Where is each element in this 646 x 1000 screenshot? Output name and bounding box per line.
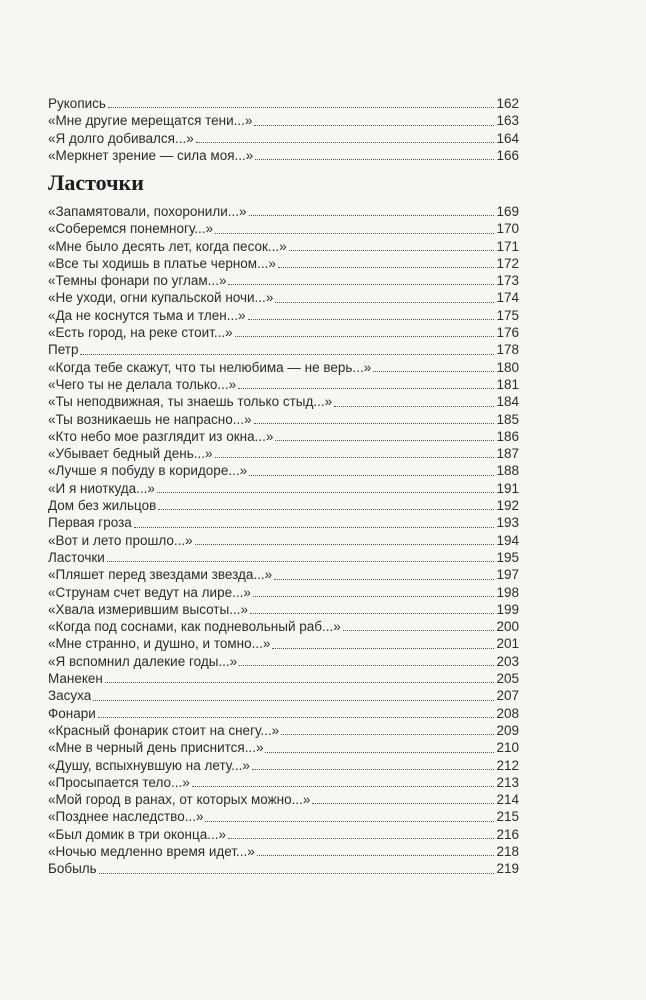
- toc-entry-page: 199: [496, 601, 519, 617]
- toc-entry-page: 198: [496, 584, 519, 600]
- dot-leader: [80, 353, 494, 355]
- toc-entry-page: 163: [496, 113, 519, 129]
- toc-entry-page: 186: [496, 428, 519, 444]
- toc-entry-page: 170: [496, 221, 519, 237]
- toc-entry: [48, 705, 519, 722]
- toc-entry-page: 200: [496, 619, 519, 635]
- toc-entry-page: 172: [496, 255, 519, 271]
- toc-entry-title: «Мне в черный день приснится...»: [48, 740, 264, 756]
- toc-block-second: [48, 203, 519, 878]
- toc-entry: [48, 635, 519, 652]
- toc-entry-page: 171: [496, 238, 519, 254]
- toc-entry-page: 193: [496, 515, 519, 531]
- toc-entry: [48, 566, 519, 583]
- toc-entry-title: «Все ты ходишь в платье черном...»: [48, 255, 276, 271]
- toc-entry: [48, 95, 519, 112]
- toc-entry: [48, 341, 519, 358]
- dot-leader: [93, 699, 494, 701]
- dot-leader: [250, 612, 495, 614]
- toc-entry-title: Засуха: [48, 688, 92, 704]
- toc-entry: [48, 462, 519, 479]
- toc-entry-title: Дом без жильцов: [48, 498, 157, 514]
- toc-entry-title: Ласточки: [48, 549, 105, 565]
- toc-entry-page: 166: [496, 147, 519, 163]
- toc-entry-title: «Запамятовали, похоронили...»: [48, 204, 247, 219]
- dot-leader: [254, 422, 495, 424]
- toc-entry-title: «Мне другие мерещатся тени...»: [48, 113, 253, 129]
- toc-entry: [48, 687, 519, 704]
- toc-entry-page: 180: [496, 359, 519, 375]
- toc-entry-page: 218: [496, 843, 519, 859]
- toc-entry-title: Петр: [48, 342, 79, 358]
- toc-entry: [48, 601, 519, 618]
- dot-leader: [373, 370, 494, 372]
- toc-entry-title: «Душу, вспыхнувшую на лету...»: [48, 757, 250, 773]
- dot-leader: [107, 560, 495, 562]
- toc-entry: [48, 739, 519, 756]
- toc-entry-title: «Мой город в ранах, от которых можно...»: [48, 792, 311, 808]
- dot-leader: [215, 456, 495, 458]
- toc-entry-title: «Ночью медленно время идет...»: [48, 843, 255, 859]
- toc-entry-title: «И я ниоткуда...»: [48, 480, 155, 496]
- dot-leader: [254, 124, 494, 126]
- toc-entry: [48, 147, 519, 164]
- dot-leader: [99, 872, 495, 874]
- toc-entry: [48, 376, 519, 393]
- toc-entry: [48, 130, 519, 147]
- toc-entry: [48, 584, 519, 601]
- toc-entry: [48, 808, 519, 825]
- dot-leader: [235, 335, 495, 337]
- toc-block-first: [48, 95, 519, 164]
- toc-entry-title: Рукопись: [48, 96, 106, 111]
- toc-entry-page: 188: [496, 463, 519, 479]
- toc-entry: [48, 670, 519, 687]
- toc-entry-title: «Пляшет перед звездами звезда...»: [48, 567, 273, 583]
- toc-entry-page: 184: [496, 394, 519, 410]
- toc-entry: [48, 324, 519, 341]
- toc-entry-page: 219: [496, 861, 519, 877]
- dot-leader: [253, 595, 495, 597]
- dot-leader: [289, 249, 495, 251]
- toc-entry: [48, 843, 519, 860]
- dot-leader: [228, 283, 494, 285]
- toc-entry: [48, 549, 519, 566]
- toc-entry: [48, 428, 519, 445]
- toc-entry-page: 209: [496, 722, 519, 738]
- toc-entry-page: 162: [496, 96, 519, 111]
- toc-entry-title: «Лучше я побуду в коридоре...»: [48, 463, 248, 479]
- toc-entry-title: «Хвала измерившим высоты...»: [48, 601, 248, 617]
- dot-leader: [98, 716, 495, 718]
- toc-entry: [48, 514, 519, 531]
- toc-entry-title: «Когда под соснами, как подневольный раб...»: [48, 619, 341, 635]
- toc-entry-title: «Позднее наследство...»: [48, 809, 204, 825]
- dot-leader: [249, 214, 495, 216]
- dot-leader: [228, 837, 494, 839]
- toc-entry: [48, 826, 519, 843]
- toc-entry-title: Первая гроза: [48, 515, 132, 531]
- toc-entry: [48, 618, 519, 635]
- toc-entry-title: «Ты возникаешь не напрасно...»: [48, 411, 252, 427]
- toc-entry-page: 173: [496, 273, 519, 289]
- dot-leader: [265, 751, 494, 753]
- toc-entry-page: 164: [496, 130, 519, 146]
- dot-leader: [158, 508, 494, 510]
- toc-entry-title: «Я долго добивался...»: [48, 130, 194, 146]
- toc-entry-title: «Соберемся понемногу...»: [48, 221, 214, 237]
- toc-entry-page: 216: [496, 826, 519, 842]
- toc-entry-page: 175: [496, 307, 519, 323]
- dot-leader: [195, 543, 495, 545]
- toc-entry: [48, 860, 519, 877]
- toc-entry: [48, 532, 519, 549]
- toc-entry: [48, 653, 519, 670]
- toc-entry-title: «Есть город, на реке стоит...»: [48, 325, 233, 341]
- toc-entry-title: Манекен: [48, 671, 103, 687]
- toc-entry-page: 212: [496, 757, 519, 773]
- toc-entry-title: «Мне странно, и душно, и томно...»: [48, 636, 271, 652]
- toc-entry-title: «Красный фонарик стоит на снегу...»: [48, 722, 280, 738]
- toc-entry-title: «Темны фонари по углам...»: [48, 273, 227, 289]
- dot-leader: [134, 526, 495, 528]
- toc-entry: [48, 757, 519, 774]
- dot-leader: [105, 681, 495, 683]
- dot-leader: [272, 647, 494, 649]
- dot-leader: [334, 405, 494, 407]
- dot-leader: [196, 141, 495, 143]
- toc-entry-page: 197: [496, 567, 519, 583]
- toc-entry: [48, 480, 519, 497]
- toc-entry-page: 191: [496, 480, 519, 496]
- dot-leader: [252, 768, 495, 770]
- toc-entry-title: Фонари: [48, 705, 96, 721]
- toc-entry-page: 201: [496, 636, 519, 652]
- dot-leader: [215, 232, 494, 234]
- dot-leader: [275, 439, 494, 441]
- toc-entry: [48, 220, 519, 237]
- toc-entry-page: 178: [496, 342, 519, 358]
- toc-entry-page: 185: [496, 411, 519, 427]
- toc-entry: [48, 272, 519, 289]
- toc-entry-page: 169: [496, 204, 519, 219]
- toc-entry-page: 207: [496, 688, 519, 704]
- toc-entry: [48, 203, 519, 220]
- dot-leader: [281, 733, 494, 735]
- toc-entry: [48, 393, 519, 410]
- dot-leader: [278, 266, 495, 268]
- toc-entry: [48, 238, 519, 255]
- dot-leader: [248, 318, 495, 320]
- dot-leader: [205, 820, 494, 822]
- toc-entry: [48, 289, 519, 306]
- dot-leader: [157, 491, 495, 493]
- dot-leader: [343, 629, 495, 631]
- toc-entry-page: 174: [496, 290, 519, 306]
- dot-leader: [274, 578, 494, 580]
- toc-entry-title: «Да не коснутся тьма и тлен...»: [48, 307, 246, 323]
- dot-leader: [239, 664, 494, 666]
- toc-entry-title: «Ты неподвижная, ты знаешь только стыд...»: [48, 394, 333, 410]
- toc-entry-title: «Мне было десять лет, когда песок...»: [48, 238, 287, 254]
- dot-leader: [238, 387, 494, 389]
- toc-entry-page: 192: [496, 498, 519, 514]
- section-title: Ласточки: [48, 170, 144, 195]
- toc-entry-page: 215: [496, 809, 519, 825]
- toc-entry: [48, 359, 519, 376]
- toc-entry: [48, 411, 519, 428]
- toc-entry: [48, 112, 519, 129]
- toc-entry-page: 208: [496, 705, 519, 721]
- toc-entry: [48, 255, 519, 272]
- toc-entry-page: 203: [496, 653, 519, 669]
- toc-entry-title: «Кто небо мое разглядит из окна...»: [48, 428, 274, 444]
- toc-entry-page: 176: [496, 325, 519, 341]
- dot-leader: [312, 802, 494, 804]
- toc-entry-title: Бобыль: [48, 861, 97, 877]
- dot-leader: [257, 854, 495, 856]
- dot-leader: [108, 106, 495, 108]
- toc-entry: [48, 722, 519, 739]
- toc-entry-page: 194: [496, 532, 519, 548]
- toc-entry-title: «Убывает бедный день...»: [48, 446, 213, 462]
- dot-leader: [192, 785, 495, 787]
- dot-leader: [275, 301, 494, 303]
- toc-entry-page: 195: [496, 549, 519, 565]
- toc-entry-title: «Когда тебе скажут, что ты нелюбима — не верь...»: [48, 359, 372, 375]
- toc-entry-title: «Я вспомнил далекие годы...»: [48, 653, 238, 669]
- toc-entry-page: 205: [496, 671, 519, 687]
- dot-leader: [249, 474, 494, 476]
- toc-entry-title: «Чего ты не делала только...»: [48, 376, 237, 392]
- toc-entry: [48, 774, 519, 791]
- toc-entry-page: 187: [496, 446, 519, 462]
- toc-entry-page: 214: [496, 792, 519, 808]
- toc-entry-page: 213: [496, 774, 519, 790]
- dot-leader: [255, 158, 494, 160]
- toc-entry: [48, 445, 519, 462]
- toc-entry-title: «Просыпается тело...»: [48, 774, 190, 790]
- toc-entry-title: «Был домик в три оконца...»: [48, 826, 226, 842]
- toc-entry-title: «Вот и лето прошло...»: [48, 532, 193, 548]
- toc-entry: [48, 497, 519, 514]
- toc-entry-title: «Не уходи, огни купальской ночи...»: [48, 290, 274, 306]
- toc-entry-page: 210: [496, 740, 519, 756]
- toc-entry-page: 181: [496, 376, 519, 392]
- toc-entry-title: «Струнам счет ведут на лире...»: [48, 584, 251, 600]
- toc-entry: [48, 307, 519, 324]
- toc-entry: [48, 791, 519, 808]
- toc-entry-title: «Меркнет зрение — сила моя...»: [48, 147, 254, 163]
